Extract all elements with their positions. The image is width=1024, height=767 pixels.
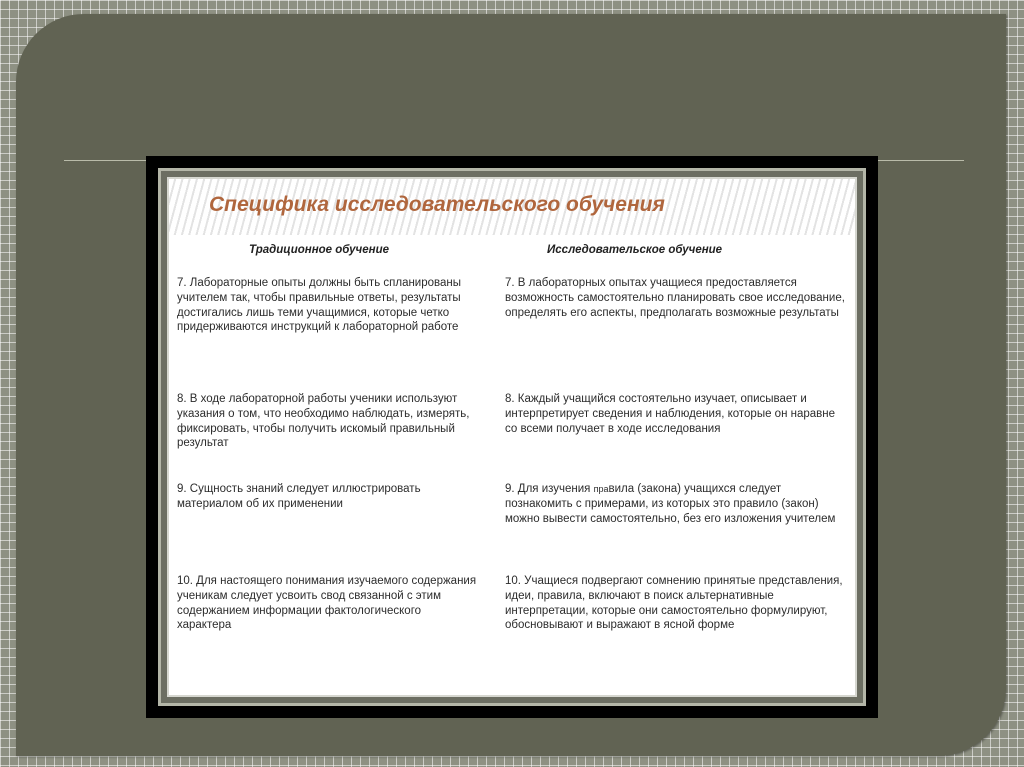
row-7-traditional: 7. Лабораторные опыты должны быть спланированы учителем так, чтобы правильные ответы, результаты достигались лишь теми учащимися, которые четко придерживаются инструкций к лабораторной работе: [177, 277, 462, 334]
document-image: [167, 177, 857, 697]
row-8-traditional: 8. В ходе лабораторной работы ученики используют указания о том, что необходимо наблюдать, измерять, фиксировать, чтобы получить искомый правильный результат: [177, 393, 470, 450]
row-9-research-part: вила (закона) учащихся следует познакомить с примерами, из которых это правило (закон) можно вывести самостоятельно, без его изложения учителем: [505, 483, 836, 525]
row-9-research-part: 9. Для изучения: [505, 483, 594, 495]
row-7-research: 7. В лабораторных опытах учащиеся предоставляется возможность самостоятельно планировать свое исследование, определять его аспекты, предполагать возможные результаты: [505, 277, 845, 319]
row-9-traditional: 9. Сущность знаний следует иллюстрировать материалом об их применении: [177, 483, 421, 510]
row-8-research: 8. Каждый учащийся состоятельно изучает, описывает и интерпретирует сведения и наблюдения, которые он наравне со всеми получает в ходе исследования: [505, 393, 836, 435]
row-9-research: [505, 482, 845, 526]
row-10-research: 10. Учащиеся подвергают сомнению принятые представления, идеи, правила, включают в поиск альтернативные интерпретации, которые они самостоятельно формулируют, обосновывают и выражают в ясной форме: [505, 575, 843, 632]
row-10-traditional: 10. Для настоящего понимания изучаемого содержания ученикам следует усвоить свод связанной с этим содержанием информации фактологического характера: [177, 575, 477, 632]
column-header-traditional: Традиционное обучение: [249, 244, 389, 256]
divider-line: [874, 160, 964, 161]
row-9-research-small-text: пра: [593, 484, 609, 494]
picture-frame-inner: [158, 168, 866, 706]
column-header-research: Исследовательское обучение: [547, 244, 723, 256]
picture-frame: [146, 156, 878, 718]
document-title: Специфика исследовательского обучения: [209, 193, 665, 216]
document-title-band: [169, 179, 855, 235]
